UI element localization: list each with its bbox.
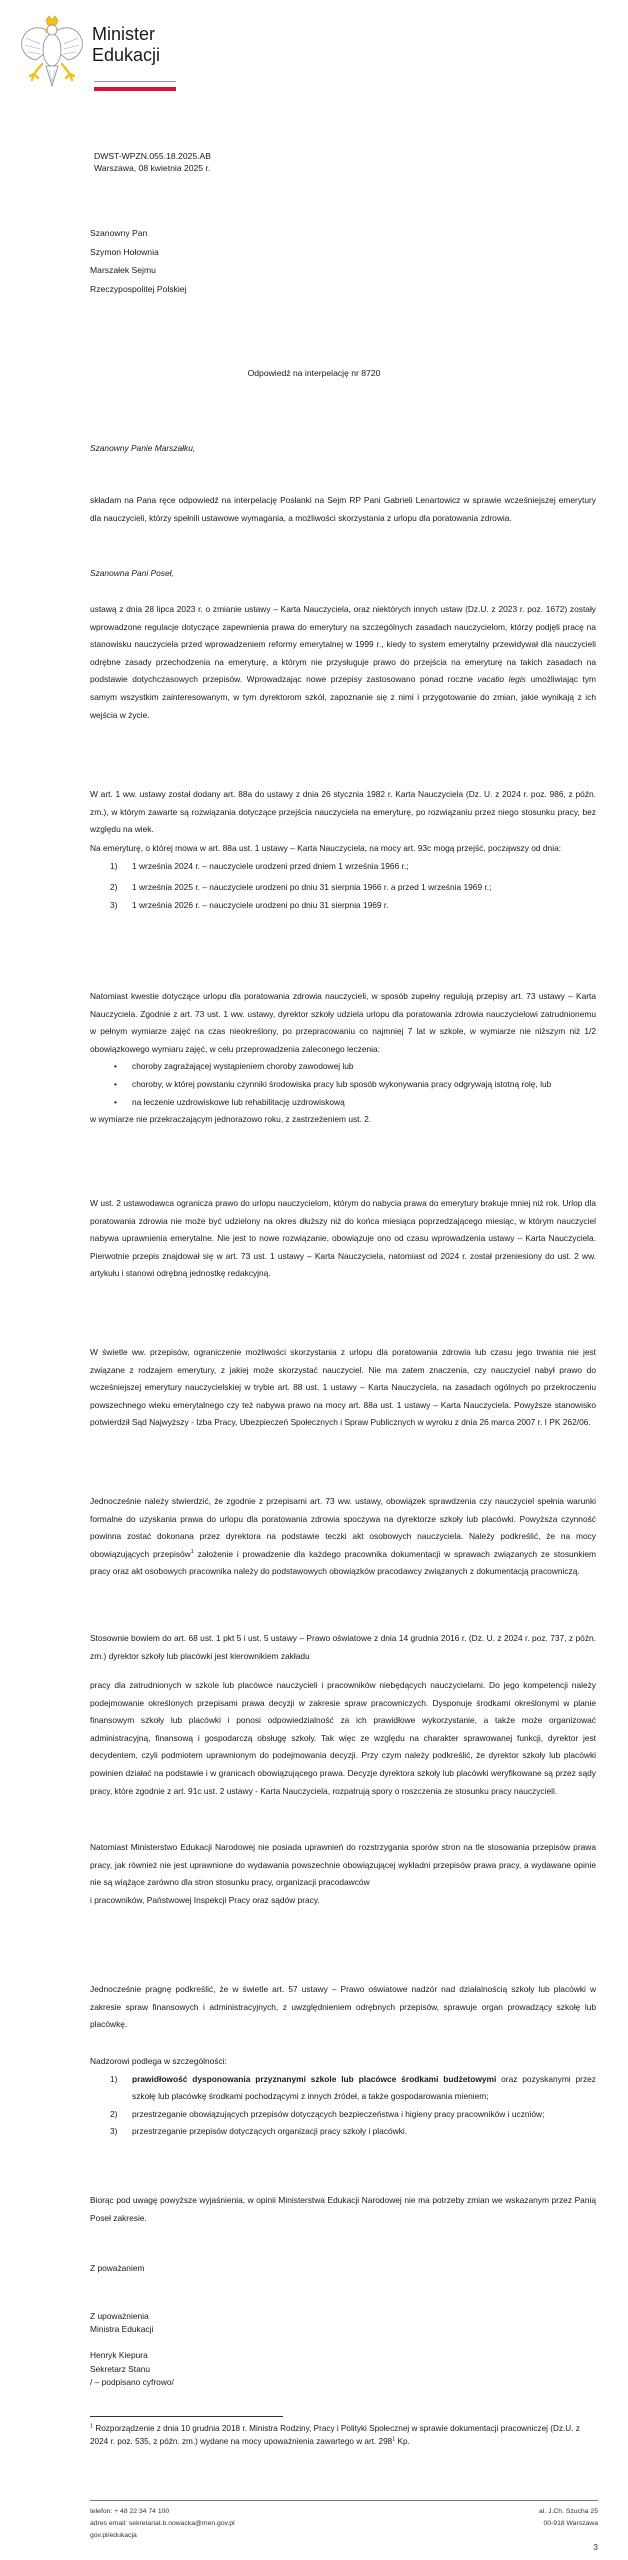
paragraph-10-continued: i pracowników, Państwowej Inspekcji Pracy oraz sądów pracy. bbox=[90, 1894, 320, 1905]
footer-phone: telefon: + 48 22 34 74 100 bbox=[90, 2508, 170, 2515]
footer-address bbox=[539, 2506, 598, 2530]
footer-contact bbox=[90, 2506, 235, 2542]
recipient-line: Rzeczypospolitej Polskiej bbox=[90, 283, 187, 294]
list-number: 3) bbox=[110, 899, 118, 910]
paragraph-5: W ust. 2 ustawodawca ogranicza prawo do urlopu nauczycielom, którym do nabycia prawa do emerytury brakuje mniej niż rok. Urlop dla poratowania zdrowia nie może być udzielony na okres dłuższy niż do końca miesiąca poprzedzającego miesiąc, w którym nauczyciel nabywa uprawnienia emerytalne. Nie jest to nowe rozwiązanie, obowiązuje ono od czasu wprowadzenia ustawy – Karta Nauczyciela. Pierwotnie przepis znajdował się w art. 73 ust. 1 ustawy – Karta Nauczyciela, natomiast od 2024 r. został przeniesiony do ust. 2 ww. artykułu i stanowi odrębną jednostkę redakcyjną. bbox=[90, 1198, 596, 1279]
salutation-deputy: Szanowna Pani Poseł, bbox=[90, 568, 174, 578]
paragraph-1-text-end: umożliwiając tym samym wszystkim zainteresowanym, w tym dyrektorom szkół, zapoznanie się z nimi i przygotowanie do zmian, jakie wynikają z ich wejścia w życie. bbox=[90, 674, 596, 720]
list-item-text: oraz pozyskanymi przez szkołę lub placówkę środkami pochodzącymi z innych źródeł, a także gospodarowania mieniem; bbox=[132, 2073, 596, 2102]
paragraph-4-tail: w wymiarze nie przekraczającym jednorazowo roku, z zastrzeżeniem ust. 2. bbox=[90, 1114, 372, 1125]
list-item-text: przestrzeganie przepisów dotyczących organizacji pracy szkoły i placówki. bbox=[132, 2126, 408, 2137]
paragraph-4-block bbox=[90, 988, 596, 1129]
signatory-name: Henryk Kiepura bbox=[90, 2350, 148, 2361]
list-item-text: 1 września 2024 r. – nauczyciele urodzeni przed dniem 1 września 1966 r.; bbox=[132, 860, 409, 871]
footnote-reference-link[interactable]: 1 bbox=[190, 1548, 194, 1555]
list-item bbox=[90, 2123, 596, 2141]
health-leave-conditions-list bbox=[90, 1058, 596, 1111]
footnote-separator bbox=[90, 2416, 283, 2417]
logo-line-2: Edukacji bbox=[92, 45, 161, 65]
retirement-dates-list bbox=[90, 858, 596, 915]
footer-website-link[interactable]: gov.pl/edukacja bbox=[90, 2532, 137, 2539]
recipient-line: Marszałek Sejmu bbox=[90, 265, 156, 275]
list-item-text: 1 września 2025 r. – nauczyciele urodzeni po dniu 31 sierpnia 1966 r. a przed 1 września 1969 r.; bbox=[132, 882, 492, 893]
recipient-block bbox=[90, 224, 186, 298]
footer-email-link[interactable]: adres email: sekretariat.b.nowacka@men.gov.pl bbox=[90, 2520, 235, 2527]
authorization-minister: Ministra Edukacji bbox=[90, 2324, 154, 2335]
reference-number: DWST-WPZN.055.18.2025.AB bbox=[94, 151, 212, 161]
list-item-bold-text: prawidłowość dysponowania przyznanymi szkole lub placówce środkami budżetowymi bbox=[132, 2073, 497, 2084]
intro-paragraph: składam na Pana ręce odpowiedź na interpelację Posłanki na Sejm RP Pani Gabrieli Lenartowicz w sprawie wcześniejszej emerytury dla nauczycieli, którzy spełnili ustawowe wymagania, a możliwości skorzystania z urlopu dla poratowania zdrowia. bbox=[90, 495, 596, 523]
paragraph-3-block bbox=[90, 840, 596, 914]
list-item bbox=[90, 2106, 596, 2124]
logo-divider-red bbox=[94, 87, 176, 91]
list-number: 3) bbox=[110, 2126, 118, 2137]
paragraph-6: W świetle ww. przepisów, ograniczenie możliwości skorzystania z urlopu dla poratowania zdrowia lub czasu jego trwania nie jest związane z rodzajem emerytury, z jakiej może skorzystać nauczyciel. Nie ma zatem znaczenia, czy nauczyciel nabył prawo do wcześniejszej emerytury nauczycielskiej w trybie art. 88 ust. 1 ustawy – Karta Nauczyciela, na zasadach ogólnych po przekroczeniu powszechnego wieku emerytalnego czy też nabywa prawo na mocy art. 88a ust. 1 ustawy – Karta Nauczyciela. Powyższe stanowisko potwierdził Sąd Najwyższy - Izba Pracy, Ubezpieczeń Społecznych i Spraw Publicznych w wyroku z dnia 26 marca 2007 r. I PK 262/06. bbox=[90, 1347, 596, 1428]
bullet-text: choroby, w której powstaniu czynniki środowiska pracy lub sposób wykonywania pracy odgrywają istotną rolę, lub bbox=[132, 1078, 552, 1089]
paragraph-3: Na emeryturę, o której mowa w art. 88a ust. 1 ustawy – Karta Nauczyciela, na mocy art. 93c mogą przejść, począwszy od dnia: bbox=[90, 843, 562, 853]
page-number: 3 bbox=[593, 2542, 598, 2552]
paragraph-12: Nadzorowi podlega w szczególności: bbox=[90, 2056, 227, 2066]
paragraph-4: Natomiast kwestie dotyczące urlopu dla poratowania zdrowia nauczycieli, w sposób zupełny regulują przepisy art. 73 ustawy – Karta Nauczyciela. Zgodnie z art. 73 ust. 1 ww. ustawy, dyrektor szkoły udziela urlopu dla poratowania zdrowia nauczycielowi zatrudnionemu w pełnym wymiarze zajęć na czas nieokreślony, po przepracowaniu co najmniej 7 lat w szkole, w wymiarze nie niższym niż 1/2 obowiązkowego wymiaru zajęć, w celu przeprowadzenia zaleconego leczenia: bbox=[90, 991, 596, 1054]
list-item bbox=[90, 879, 596, 897]
authorization-line: Z upoważnienia bbox=[90, 2311, 149, 2321]
list-number: 1) bbox=[110, 2073, 118, 2084]
paragraph-1 bbox=[90, 601, 596, 724]
signature-block bbox=[90, 2310, 174, 2389]
signatory-title: Sekretarz Stanu bbox=[90, 2363, 151, 2374]
logo-divider-grey bbox=[94, 81, 176, 82]
salutation-marshal: Szanowny Panie Marszałku, bbox=[90, 443, 196, 453]
list-item bbox=[90, 858, 596, 876]
vacatio-legis-term: vacatio legis bbox=[477, 674, 526, 685]
list-item bbox=[90, 897, 596, 915]
recipient-line: Szymon Hołownia bbox=[90, 246, 159, 257]
footnote bbox=[90, 2422, 600, 2448]
list-number: 2) bbox=[110, 2108, 118, 2119]
footer-city: 00-918 Warszawa bbox=[543, 2520, 598, 2527]
bullet-icon: • bbox=[114, 1061, 117, 1072]
paragraph-13: Biorąc pod uwagę powyższe wyjaśnienia, w opinii Ministerstwa Edukacji Narodowej nie ma potrzeby zmian we wskazanym przez Panią Poseł zakresie. bbox=[90, 2195, 596, 2223]
bullet-icon: • bbox=[114, 1096, 117, 1107]
polish-eagle-emblem-icon bbox=[16, 14, 88, 94]
paragraph-10: Natomiast Ministerstwo Edukacji Narodowej nie posiada uprawnień do rozstrzygania sporów stron na tle stosowania przepisów prawa pracy, jak również nie jest uprawnione do wydawania powszechnie obowiązującej wykładni przepisów prawa pracy, a wydawane opinie nie są wiążące zarówno dla stron stosunku pracy, organizacji pracodawców bbox=[90, 1842, 596, 1888]
paragraph-7 bbox=[90, 1493, 596, 1581]
list-item-text: 1 września 2026 r. – nauczyciele urodzeni po dniu 31 sierpnia 1969 r. bbox=[132, 899, 389, 910]
letter-subject: Odpowiedź na interpelację nr 8720 bbox=[247, 368, 381, 378]
recipient-line: Szanowny Pan bbox=[90, 228, 148, 238]
place-date: Warszawa, 08 kwietnia 2025 r. bbox=[94, 163, 211, 173]
paragraph-1-text: ustawą z dnia 28 lipca 2023 r. o zmianie ustawy – Karta Nauczyciela, oraz niektórych innych ustaw (Dz.U. z 2023 r. poz. 1672) zostały wprowadzone regulacje dotyczące zapewnienia prawa do emerytury na szczególnych zasadach nauczycielom, którzy podjęli pracę na stanowisku nauczyciela przed wprowadzeniem reformy emerytalnej w 1999 r., kiedy to system emerytalny przewidywał dla nauczycieli odrębne zasady przechodzenia na emeryturę, a którym nie przysługuje prawo do przejścia na emeryturę na takich zasadach na podstawie dotychczasowych przepisów. Wprowadzając nowe przepisy zastosowano ponad roczne bbox=[90, 604, 596, 685]
bullet-text: choroby zagrażającej wystąpieniem choroby zawodowej lub bbox=[132, 1061, 354, 1072]
paragraph-8: Stosownie bowiem do art. 68 ust. 1 pkt 5 i ust. 5 ustawy – Prawo oświatowe z dnia 14 grudnia 2016 r. (Dz. U. z 2024 r. poz. 737, z późn. zm.) dyrektor szkoły lub placówki jest kierownikiem zakładu bbox=[90, 1633, 596, 1661]
paragraph-7-text: Jednocześnie należy stwierdzić, że zgodnie z przepisami art. 73 ww. ustawy, obowiązek sprawdzenia czy nauczyciel spełnia warunki formalne do uzyskania prawa do urlopu dla poratowania zdrowia spoczywa na dyrektorze szkoły lub placówki. Powyższa czynność powinna zostać dokonana przez dyrektora na podstawie teczki akt osobowych nauczyciela. Należy podkreślić, że na mocy obowiązujących przepisów bbox=[90, 1496, 596, 1559]
bullet-text: na leczenie uzdrowiskowe lub rehabilitację uzdrowiskową bbox=[132, 1096, 345, 1107]
closing-phrase: Z poważaniem bbox=[90, 2263, 145, 2273]
footer-street: al. J.Ch. Szucha 25 bbox=[539, 2508, 598, 2515]
paragraph-9: pracy dla zatrudnionych w szkole lub placówce nauczycieli i pracowników niebędących nauczycielami. Do jego kompetencji należy podejmowanie określonych przepisami prawa decyzji w zakresie spraw pracowniczych. Dysponuje środkami określonymi w planie finansowym szkoły lub placówki i ponosi odpowiedzialność za ich prawidłowe wykorzystanie, a także może organizować administracyjną, finansową i gospodarczą obsługę szkoły. Tak więc ze względu na charakter sprawowanej funkcji, dyrektor jest decydentem, czyli podmiotem uprawnionym do podejmowania decyzji. Przy czym należy podkreślić, że dyrektor szkoły lub placówki powinien działać na podstawie i w granicach obowiązującego prawa. Decyzje dyrektora szkoły lub placówki weryfikowane są przez sądy pracy, które zgodnie z art. 91c ust. 2 ustawy - Karta Nauczyciela, rozpatrują spory o roszczenia ze stosunku pracy nauczycieli. bbox=[90, 1680, 596, 1796]
paragraph-7-text-end: założenie i prowadzenie dla każdego pracownika dokumentacji w sprawach związanych ze stosunkiem pracy oraz akt osobowych pracownika należy do podstawowych obowiązków pracodawcy związanych z dokumentacją pracowniczą. bbox=[90, 1548, 597, 1577]
paragraph-11: Jednocześnie pragnę podkreślić, że w świetle art. 57 ustawy – Prawo oświatowe nadzór nad działalnością szkoły lub placówki w zakresie spraw finansowych i administracyjnych, z uwzględnieniem odrębnych przepisów, sprawuje organ prowadzący szkołę lub placówkę. bbox=[90, 1984, 596, 2030]
digital-signature-note: / – podpisano cyfrowo/ bbox=[90, 2376, 174, 2387]
paragraph-2: W art. 1 ww. ustawy został dodany art. 88a do ustawy z dnia 26 stycznia 1982 r. Karta Nauczyciela (Dz. U. z 2024 r. poz. 986, z późn. zm.), w którym zawarte są rozwiązania dotyczące przejścia nauczyciela na emeryturę, po rozwiązaniu przez niego stosunku pracy, bez względu na wiek. bbox=[90, 789, 596, 835]
supervision-block bbox=[90, 2053, 596, 2141]
letter-meta bbox=[94, 150, 211, 174]
supervision-list bbox=[90, 2071, 596, 2141]
footnote-superscript: 1 bbox=[392, 2436, 396, 2443]
footnote-mark: 1 bbox=[90, 2423, 94, 2430]
footer-separator bbox=[90, 2500, 598, 2501]
paragraph-10-block bbox=[90, 1839, 596, 1909]
bullet-icon: • bbox=[114, 1078, 117, 1089]
list-item-text: przestrzeganie obowiązujących przepisów dotyczących bezpieczeństwa i higieny pracy pracowników i uczniów; bbox=[132, 2108, 545, 2119]
footnote-text: Rozporządzenie z dnia 10 grudnia 2018 r. Ministra Rodziny, Pracy i Polityki Społecznej w sprawie dokumentacji pracowniczej (Dz.U. z 2024 r. poz. 535, z późn. zm.) wydane na mocy upoważnienia zawartego w art. 298 bbox=[90, 2424, 580, 2446]
list-number: 2) bbox=[110, 882, 118, 893]
list-number: 1) bbox=[110, 860, 118, 871]
bullet-item bbox=[90, 1058, 596, 1076]
bullet-item bbox=[90, 1094, 596, 1112]
ministry-logo-text bbox=[92, 24, 160, 66]
logo-line-1: Minister bbox=[92, 24, 156, 44]
bullet-item bbox=[90, 1076, 596, 1094]
footnote-text-end: Kp. bbox=[395, 2437, 410, 2446]
list-item bbox=[90, 2071, 596, 2106]
